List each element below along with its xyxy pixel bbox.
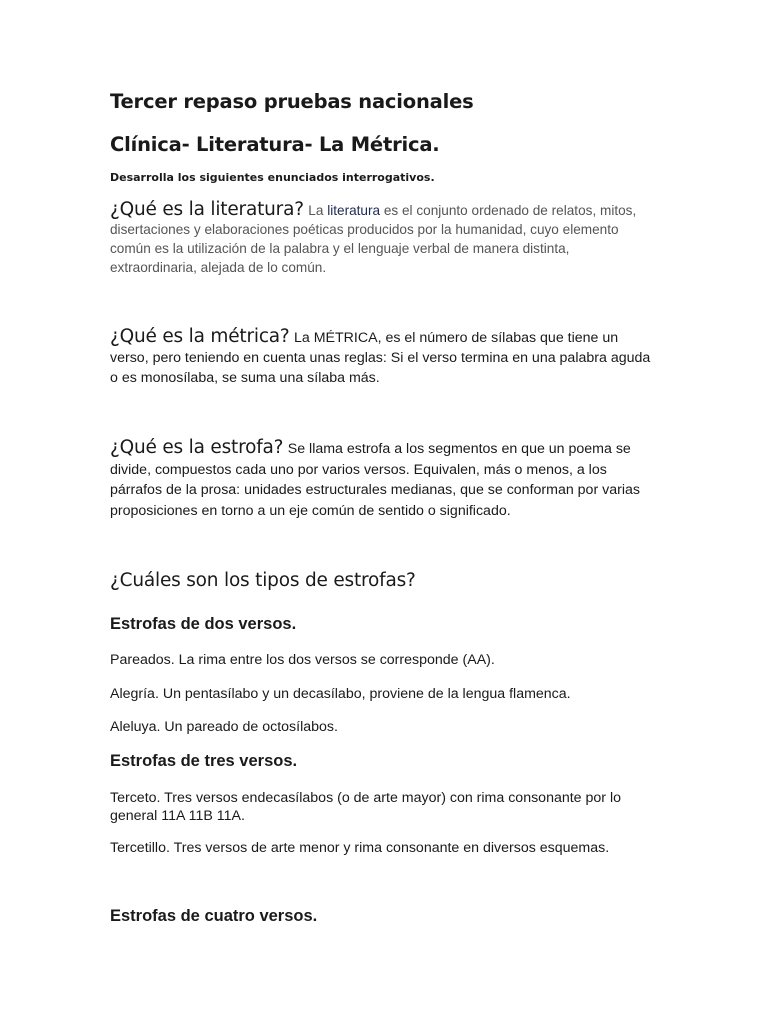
question-metrica: ¿Qué es la métrica? bbox=[110, 326, 290, 347]
list-item-alegria: Alegría. Un pentasílabo y un decasílabo, proviene de la lengua flamenca. bbox=[110, 686, 571, 702]
list-item-terceto: Terceto. Tres versos endecasílabos (o de arte mayor) con rima consonante por lo general 11A 11B 11A. bbox=[110, 790, 621, 824]
qa-metrica bbox=[110, 327, 658, 388]
section-heading-dos-versos: Estrofas de dos versos. bbox=[110, 615, 297, 633]
list-item-tercetillo: Tercetillo. Tres versos de arte menor y rima consonante en diversos esquemas. bbox=[110, 840, 610, 856]
list-item-pareados: Pareados. La rima entre los dos versos se corresponde (AA). bbox=[110, 652, 495, 668]
instruction-text: Desarrolla los siguientes enunciados interrogativos. bbox=[110, 171, 435, 184]
question-estrofa: ¿Qué es la estrofa? bbox=[110, 437, 284, 458]
document-subtitle: Clínica- Literatura- La Métrica. bbox=[110, 133, 440, 156]
section-heading-cuatro-versos: Estrofas de cuatro versos. bbox=[110, 907, 318, 925]
section-heading-tres-versos: Estrofas de tres versos. bbox=[110, 752, 298, 770]
document-title: Tercer repaso pruebas nacionales bbox=[110, 90, 474, 113]
answer-literatura-post: es el conjunto ordenado de relatos, mitos, disertaciones y elaboraciones poéticas producidos por la humanidad, cuyo elemento común es la utilización de la palabra y el lenguaje verbal de manera distinta, extraordinaria, alejada de lo común. bbox=[110, 203, 637, 275]
answer-literatura-keyword: literatura bbox=[327, 203, 381, 218]
answer-metrica: La MÉTRICA, es el número de sílabas que tiene un verso, pero teniendo en cuenta unas reglas: Si el verso termina en una palabra aguda o es monosílaba, se suma una sílaba más. bbox=[110, 330, 651, 386]
question-literatura: ¿Qué es la literatura? bbox=[110, 199, 304, 220]
answer-estrofa: Se llama estrofa a los segmentos en que un poema se divide, compuestos cada uno por varios versos. Equivalen, más o menos, a los párrafos de la prosa: unidades estructurales medianas, que se conforman por varias proposiciones en torno a un eje común de sentido o significado. bbox=[110, 441, 640, 519]
question-tipos-estrofas: ¿Cuáles son los tipos de estrofas? bbox=[110, 570, 416, 591]
list-item-aleluya: Aleluya. Un pareado de octosílabos. bbox=[110, 719, 338, 735]
answer-literatura-pre: La bbox=[308, 203, 328, 218]
qa-estrofa bbox=[110, 438, 658, 521]
qa-literatura bbox=[110, 200, 658, 277]
